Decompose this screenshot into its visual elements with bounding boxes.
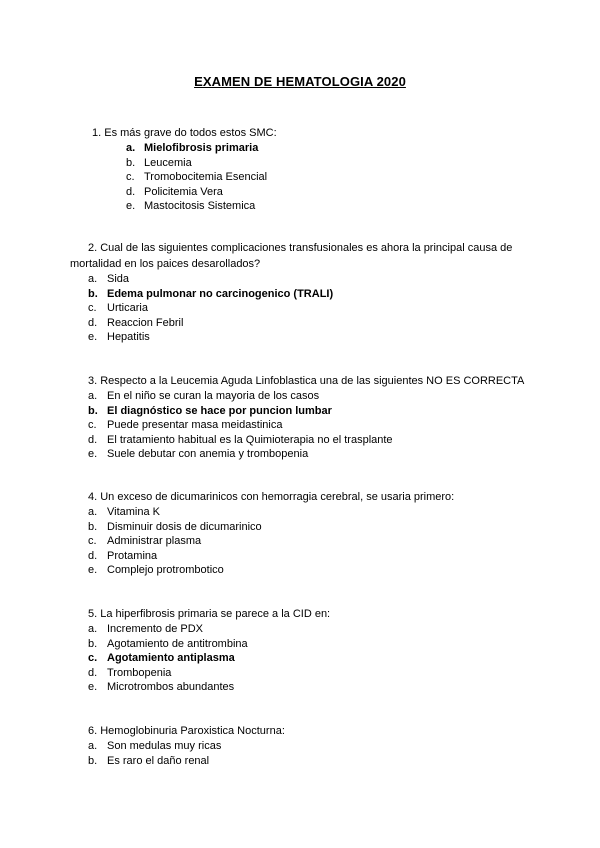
question-stem: 3. Respecto a la Leucemia Aguda Linfoblastica una de las siguientes NO ES CORRECTA (88, 375, 525, 387)
option-b: b. El diagnóstico se hace por puncion lumbar (88, 404, 332, 417)
question-stem: 1. Es más grave do todos estos SMC: (92, 127, 277, 139)
option-c: c. Tromobocitemia Esencial (126, 171, 268, 184)
question-6 (0, 723, 600, 768)
answer-options (0, 141, 600, 214)
option-c: c. Administrar plasma (88, 535, 202, 548)
option-c: c. Puede presentar masa meidastinica (88, 419, 283, 432)
answer-options (0, 622, 600, 695)
option-a: a. Son medulas muy ricas (88, 740, 222, 752)
answer-options (0, 505, 600, 578)
option-d: d. Policitemia Vera (126, 185, 223, 198)
option-e: e. Microtrombos abundantes (88, 681, 235, 694)
option-d: d. Reaccion Febril (88, 316, 184, 329)
question-stem: 4. Un exceso de dicumarinicos con hemorragia cerebral, se usaria primero: (88, 491, 455, 503)
option-c: c. Agotamiento antiplasma (88, 652, 235, 665)
question-3 (0, 373, 600, 462)
page-title: EXAMEN DE HEMATOLOGIA 2020 (194, 74, 406, 89)
answer-options (0, 389, 600, 462)
question-2 (0, 240, 600, 345)
option-d: d. Trombopenia (88, 666, 172, 679)
option-e: e. Suele debutar con anemia y trombopenia (88, 448, 309, 461)
option-b: b. Leucemia (126, 156, 192, 169)
option-b: b. Agotamiento de antitrombina (88, 637, 248, 650)
question-stem: 5. La hiperfibrosis primaria se parece a la CID en: (88, 608, 331, 620)
question-4 (0, 489, 600, 578)
option-e: e. Complejo protrombotico (88, 564, 224, 577)
option-e: e. Hepatitis (88, 331, 150, 344)
question-stem: 6. Hemoglobinuria Paroxistica Nocturna: (88, 725, 285, 737)
option-a: a. En el niño se curan la mayoria de los casos (88, 390, 320, 402)
answer-options (0, 739, 600, 768)
question-stem: 2. Cual de las siguientes complicaciones transfusionales es ahora la principal causa de mortalidad en los paices desarollados? (70, 242, 513, 270)
option-c: c. Urticaria (88, 302, 148, 315)
option-b: b. Edema pulmonar no carcinogenico (TRALI) (88, 287, 334, 300)
question-5 (0, 606, 600, 695)
option-a: a. Incremento de PDX (88, 623, 203, 635)
question-1 (0, 125, 600, 214)
option-e: e. Mastocitosis Sistemica (126, 200, 256, 213)
option-d: d. El tratamiento habitual es la Quimioterapia no el trasplante (88, 433, 393, 446)
answer-options (0, 272, 600, 345)
option-a: a. Sida (88, 273, 130, 285)
option-b: b. Es raro el daño renal (88, 754, 210, 767)
option-d: d. Protamina (88, 549, 158, 562)
option-a: a. Mielofibrosis primaria (126, 142, 259, 154)
option-b: b. Disminuir dosis de dicumarinico (88, 520, 262, 533)
option-a: a. Vitamina K (88, 506, 160, 518)
